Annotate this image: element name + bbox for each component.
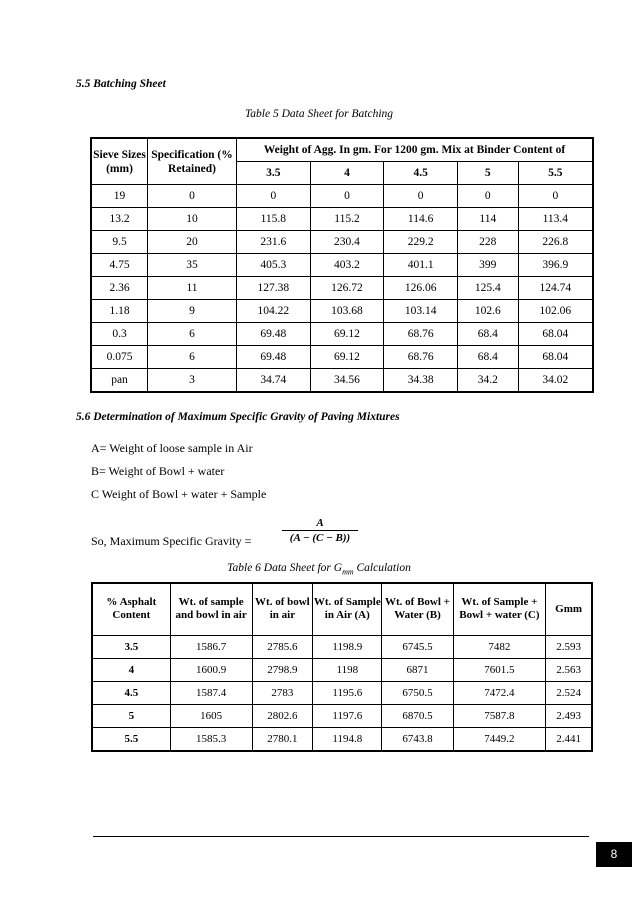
table-cell: 0 — [518, 185, 593, 208]
table-cell: 5.5 — [92, 727, 170, 751]
table-cell: 6870.5 — [382, 704, 453, 727]
table-cell: 2785.6 — [252, 635, 313, 658]
table-cell: 405.3 — [237, 254, 311, 277]
formula-label: So, Maximum Specific Gravity = — [91, 534, 252, 548]
section-heading-batching: 5.5 Batching Sheet — [76, 78, 166, 90]
table-row — [91, 369, 593, 393]
table-cell: 6 — [148, 323, 237, 346]
table-cell: 1197.6 — [313, 704, 382, 727]
table-cell: 1600.9 — [170, 658, 252, 681]
table-cell: 2.36 — [91, 277, 148, 300]
table-cell: 34.74 — [237, 369, 311, 393]
table-cell: 1605 — [170, 704, 252, 727]
table-cell: 114 — [457, 208, 518, 231]
table-cell: 11 — [148, 277, 237, 300]
header-specification: Specification (% Retained) — [148, 138, 237, 185]
column-header: % Asphalt Content — [92, 583, 170, 635]
caption-text: Table 6 Data Sheet for G — [227, 562, 343, 574]
table-cell: 1194.8 — [313, 727, 382, 751]
table-cell: 6 — [148, 346, 237, 369]
table-cell: 401.1 — [384, 254, 458, 277]
table-row — [91, 254, 593, 277]
table-row — [92, 704, 592, 727]
table-cell: 68.04 — [518, 346, 593, 369]
table-row — [92, 658, 592, 681]
table-cell: 9.5 — [91, 231, 148, 254]
table-cell: 68.76 — [384, 323, 458, 346]
table-cell: 126.06 — [384, 277, 458, 300]
gravity-formula — [282, 517, 358, 544]
column-header: Wt. of Sample + Bowl + water (C) — [453, 583, 546, 635]
table-cell: 115.2 — [310, 208, 384, 231]
table-row — [92, 727, 592, 751]
column-header: Wt. of Sample in Air (A) — [313, 583, 382, 635]
table-cell: 2802.6 — [252, 704, 313, 727]
table-cell: 1.18 — [91, 300, 148, 323]
footer-divider — [93, 836, 589, 837]
table-row — [92, 681, 592, 704]
table-cell: 4 — [92, 658, 170, 681]
column-header: Wt. of bowl in air — [252, 583, 313, 635]
table-cell: 3 — [148, 369, 237, 393]
table-row — [91, 185, 593, 208]
header-binder-content: 5 — [457, 162, 518, 185]
table-cell: 7601.5 — [453, 658, 546, 681]
table-cell: 102.06 — [518, 300, 593, 323]
table-row — [91, 300, 593, 323]
table-cell: 7482 — [453, 635, 546, 658]
table-cell: 7472.4 — [453, 681, 546, 704]
table-cell: 4.5 — [92, 681, 170, 704]
table-cell: 102.6 — [457, 300, 518, 323]
table-cell: 5 — [92, 704, 170, 727]
definition-c: C Weight of Bowl + water + Sample — [91, 487, 267, 501]
table-row — [91, 323, 593, 346]
table-cell: 34.38 — [384, 369, 458, 393]
table-cell: 0 — [148, 185, 237, 208]
table-cell: 34.2 — [457, 369, 518, 393]
table-row — [91, 346, 593, 369]
table-cell: 2783 — [252, 681, 313, 704]
table-cell: 2780.1 — [252, 727, 313, 751]
table-cell: 114.6 — [384, 208, 458, 231]
table-cell: 127.38 — [237, 277, 311, 300]
table-cell: 2.593 — [546, 635, 592, 658]
table-cell: 0 — [384, 185, 458, 208]
table-cell: 6745.5 — [382, 635, 453, 658]
table-row — [91, 231, 593, 254]
table-cell: 228 — [457, 231, 518, 254]
table-cell: 69.12 — [310, 323, 384, 346]
caption-subscript: mm — [342, 567, 354, 577]
table-cell: 2.563 — [546, 658, 592, 681]
table-cell: 103.14 — [384, 300, 458, 323]
formula-denominator: (A − (C − B)) — [289, 532, 351, 544]
caption-text-end: Calculation — [353, 562, 411, 574]
formula-numerator: A — [316, 517, 324, 529]
table-cell: 229.2 — [384, 231, 458, 254]
table-cell: 6871 — [382, 658, 453, 681]
table-cell: 6750.5 — [382, 681, 453, 704]
definition-a: A= Weight of loose sample in Air — [91, 441, 253, 455]
fraction-bar — [282, 530, 358, 531]
table-cell: pan — [91, 369, 148, 393]
table-cell: 35 — [148, 254, 237, 277]
table-cell: 125.4 — [457, 277, 518, 300]
column-header: Wt. of sample and bowl in air — [170, 583, 252, 635]
table-cell: 103.68 — [310, 300, 384, 323]
table-cell: 4.75 — [91, 254, 148, 277]
table-cell: 7449.2 — [453, 727, 546, 751]
table-cell: 2.493 — [546, 704, 592, 727]
table-cell: 69.48 — [237, 323, 311, 346]
table-cell: 6743.8 — [382, 727, 453, 751]
header-binder-content: 4.5 — [384, 162, 458, 185]
table5-caption: Table 5 Data Sheet for Batching — [244, 108, 394, 120]
definition-b: B= Weight of Bowl + water — [91, 464, 225, 478]
table6-caption — [0, 562, 638, 576]
table-cell: 69.48 — [237, 346, 311, 369]
header-binder-content: 3.5 — [237, 162, 311, 185]
table-cell: 231.6 — [237, 231, 311, 254]
table-cell: 104.22 — [237, 300, 311, 323]
table-cell: 230.4 — [310, 231, 384, 254]
table-cell: 0 — [310, 185, 384, 208]
table-row — [92, 635, 592, 658]
table-cell: 7587.8 — [453, 704, 546, 727]
table-cell: 113.4 — [518, 208, 593, 231]
table-cell: 19 — [91, 185, 148, 208]
header-binder-content: 5.5 — [518, 162, 593, 185]
table-cell: 34.56 — [310, 369, 384, 393]
table-cell: 1195.6 — [313, 681, 382, 704]
table-cell: 0.3 — [91, 323, 148, 346]
table-cell: 1587.4 — [170, 681, 252, 704]
table-cell: 68.76 — [384, 346, 458, 369]
table-cell: 399 — [457, 254, 518, 277]
batching-table — [90, 137, 594, 393]
table-cell: 403.2 — [310, 254, 384, 277]
table-cell: 34.02 — [518, 369, 593, 393]
header-weight-group: Weight of Agg. In gm. For 1200 gm. Mix at Binder Content of — [237, 138, 594, 162]
page-number: 8 — [596, 842, 632, 867]
table-cell: 20 — [148, 231, 237, 254]
gmm-table — [91, 582, 593, 752]
table-row — [91, 208, 593, 231]
table-cell: 13.2 — [91, 208, 148, 231]
table-cell: 126.72 — [310, 277, 384, 300]
table-cell: 68.04 — [518, 323, 593, 346]
table-row — [91, 277, 593, 300]
table-cell: 10 — [148, 208, 237, 231]
table-cell: 0.075 — [91, 346, 148, 369]
table-cell: 2.441 — [546, 727, 592, 751]
table-cell: 226.8 — [518, 231, 593, 254]
table-cell: 0 — [457, 185, 518, 208]
section-heading-max-specific-gravity: 5.6 Determination of Maximum Specific Gravity of Paving Mixtures — [76, 411, 400, 423]
table-cell: 0 — [237, 185, 311, 208]
table-cell: 2.524 — [546, 681, 592, 704]
table-cell: 115.8 — [237, 208, 311, 231]
table-cell: 1585.3 — [170, 727, 252, 751]
table-cell: 2798.9 — [252, 658, 313, 681]
table-cell: 124.74 — [518, 277, 593, 300]
table-cell: 9 — [148, 300, 237, 323]
table-cell: 68.4 — [457, 323, 518, 346]
header-sieve-sizes: Sieve Sizes (mm) — [91, 138, 148, 185]
table-cell: 69.12 — [310, 346, 384, 369]
header-binder-content: 4 — [310, 162, 384, 185]
table-cell: 1586.7 — [170, 635, 252, 658]
table-cell: 396.9 — [518, 254, 593, 277]
column-header: Gmm — [546, 583, 592, 635]
table-cell: 68.4 — [457, 346, 518, 369]
table-cell: 3.5 — [92, 635, 170, 658]
table-cell: 1198 — [313, 658, 382, 681]
column-header: Wt. of Bowl + Water (B) — [382, 583, 453, 635]
table-cell: 1198.9 — [313, 635, 382, 658]
